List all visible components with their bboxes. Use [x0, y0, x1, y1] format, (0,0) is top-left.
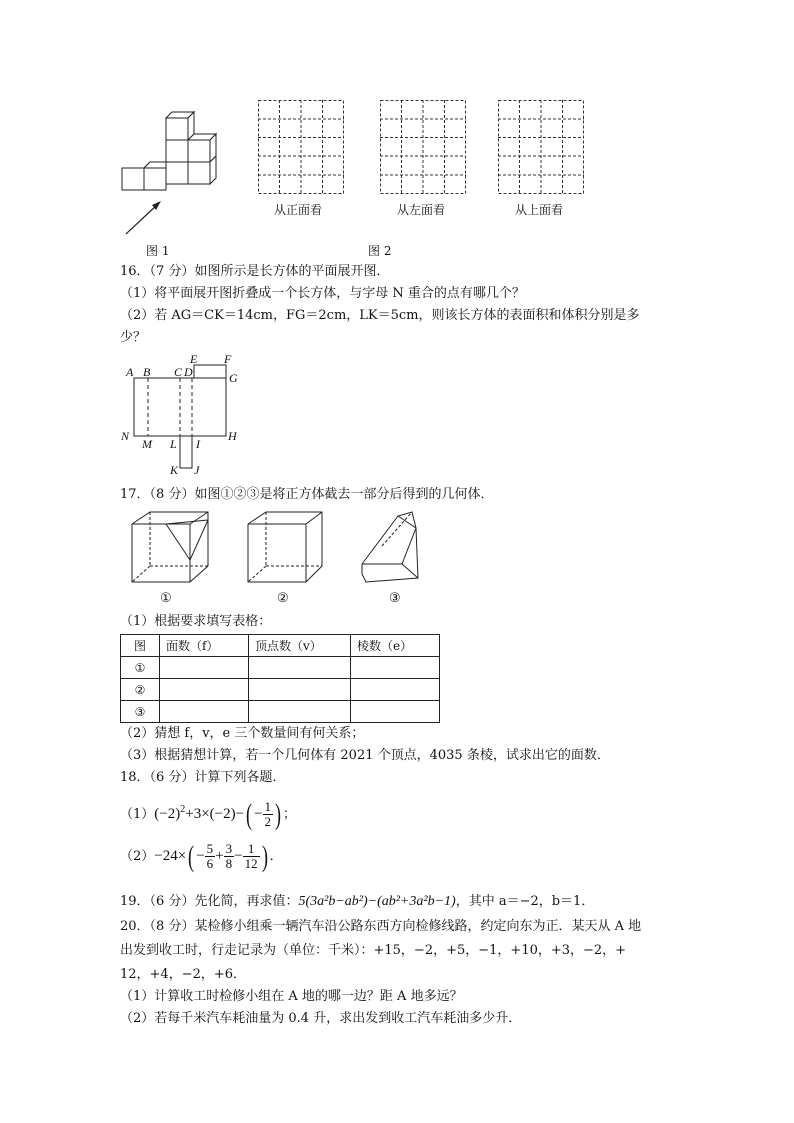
fraction-numerator: 5	[206, 841, 214, 857]
net-label: C	[174, 365, 183, 379]
cut-cube-1	[128, 508, 214, 586]
fraction	[205, 842, 216, 871]
fraction-denominator: 2	[264, 814, 272, 830]
expr-label: （2）	[120, 849, 155, 864]
q19-heading: 19．（6 分）先化简，再求值：	[120, 894, 299, 909]
expr-exponent: 2	[180, 804, 186, 815]
q18-expression-2: （2）−24×( − $\frac{5}{6}$ + $\frac{3}{8}$ − $\frac{1}{12}$ ) ．	[120, 839, 283, 873]
q16-heading: 16．（7 分）如图所示是长方体的平面展开图．	[120, 264, 390, 279]
figure-label-2: ②	[277, 591, 289, 606]
caption-figure-1: 图 1	[146, 244, 170, 258]
answer-table	[120, 634, 440, 723]
table-row-label: ②	[121, 679, 160, 701]
table-header-cell: 顶点数（v）	[249, 635, 351, 657]
net-label: N	[121, 429, 130, 443]
expr-part: −	[254, 806, 263, 822]
q16-part1: （1）将平面展开图折叠成一个长方体，与字母 N 重合的点有哪几个？	[120, 286, 525, 301]
q19-line	[120, 893, 594, 911]
cut-cube-3	[354, 506, 434, 586]
table-cell[interactable]	[160, 679, 249, 701]
net-label: I	[196, 437, 200, 451]
table-cell[interactable]	[351, 657, 440, 679]
q17-part1: （1）根据要求填写表格：	[120, 614, 272, 629]
table-cell[interactable]	[160, 701, 249, 723]
table-row-label: ③	[121, 701, 160, 723]
table-header-cell: 面数（f）	[160, 635, 249, 657]
table-header-row	[121, 635, 440, 657]
net-label: D	[184, 365, 193, 379]
q20-line3: 12，+4，−2，+6．	[120, 967, 247, 982]
table-cell[interactable]	[249, 679, 351, 701]
table-row	[121, 657, 440, 679]
view-grid-front	[258, 100, 344, 194]
q17-heading: 17．（8 分）如图①②③是将正方体截去一部分后得到的几何体．	[120, 487, 494, 502]
q16-part2-line2: 少？	[120, 330, 147, 345]
net-label: E	[190, 352, 198, 366]
fraction-numerator: 1	[264, 799, 272, 815]
table-row-label: ①	[121, 657, 160, 679]
caption-top-view: 从上面看	[515, 203, 564, 217]
fraction-denominator: 12	[244, 856, 258, 872]
fraction	[263, 800, 274, 829]
expr-part: −	[234, 848, 243, 864]
fraction-denominator: 6	[206, 856, 214, 872]
expr-label: （1）	[120, 807, 155, 822]
net-label: A	[126, 365, 134, 379]
caption-front-view: 从正面看	[274, 203, 323, 217]
fraction	[224, 842, 235, 871]
net-label: B	[143, 365, 151, 379]
net-label: L	[170, 437, 177, 451]
caption-figure-2: 图 2	[368, 244, 392, 258]
fraction-numerator: 1	[243, 842, 260, 857]
cut-cube-2	[244, 508, 330, 586]
expr-part: ；	[283, 807, 297, 822]
net-label: M	[142, 437, 152, 451]
table-cell[interactable]	[249, 701, 351, 723]
q19-condition: ，其中 a＝−2，b＝1．	[455, 894, 595, 909]
q17-part2: （2）猜想 f，v，e 三个数量间有何关系；	[120, 726, 365, 741]
table-cell[interactable]	[351, 679, 440, 701]
cuboid-net-figure	[118, 348, 248, 478]
view-grid-left	[380, 100, 466, 194]
figure-label-3: ③	[389, 591, 401, 606]
q18-expression-1: $(1)(-2)^2+3\times(-2)-$( − $\frac{1}{2}$ ) ；	[120, 797, 297, 831]
expr-part: −	[196, 848, 205, 864]
net-label: H	[228, 429, 237, 443]
caption-left-view: 从左面看	[397, 203, 446, 217]
table-header-cell: 图	[121, 635, 160, 657]
net-label: G	[229, 371, 238, 385]
net-label: K	[170, 463, 179, 477]
table-header-cell: 棱数（e）	[351, 635, 440, 657]
fraction-denominator: 8	[225, 856, 233, 872]
expr-part: ．	[269, 849, 283, 864]
q20-line2: 出发到收工时，行走记录为（单位：千米）：+15，−2，+5，−1，+10，+3，−2，+	[120, 943, 627, 958]
figure-label-1: ①	[160, 591, 172, 606]
expr-part: −24×	[154, 848, 187, 864]
expr-part: +3×(−2)−	[185, 806, 245, 822]
view-grid-top	[498, 100, 584, 194]
q20-part2: （2）若每千米汽车耗油量为 0.4 升，求出发到收工汽车耗油多少升．	[120, 1011, 522, 1026]
q16-part2-line1: （2）若 AG＝CK＝14cm，FG＝2cm，LK＝5cm，则该长方体的表面积和体积分别是多	[120, 308, 640, 323]
q20-part1: （1）计算收工时检修小组在 A 地的哪一边？距 A 地多远？	[120, 989, 463, 1004]
table-cell[interactable]	[160, 657, 249, 679]
net-label: J	[194, 463, 200, 477]
table-cell[interactable]	[249, 657, 351, 679]
expr-part: +	[215, 848, 224, 864]
net-label: F	[224, 352, 232, 366]
fraction-numerator: 3	[225, 841, 233, 857]
table-row	[121, 701, 440, 723]
cube-stack-figure	[118, 98, 228, 238]
q18-heading: 18．（6 分）计算下列各题．	[120, 770, 286, 785]
q17-part3: （3）根据猜想计算，若一个几何体有 2021 个顶点，4035 条棱，试求出它的面数．	[120, 748, 610, 763]
table-row	[121, 679, 440, 701]
fraction	[243, 842, 260, 871]
table-cell[interactable]	[351, 701, 440, 723]
q20-line1: 20．（8 分）某检修小组乘一辆汽车沿公路东西方向检修线路，约定向东为正．某天从 A 地	[120, 919, 642, 934]
expr-part: (−2)	[154, 806, 181, 822]
q19-expression: 5(3a²b−ab²)−(ab²+3a²b−1)	[298, 894, 456, 909]
